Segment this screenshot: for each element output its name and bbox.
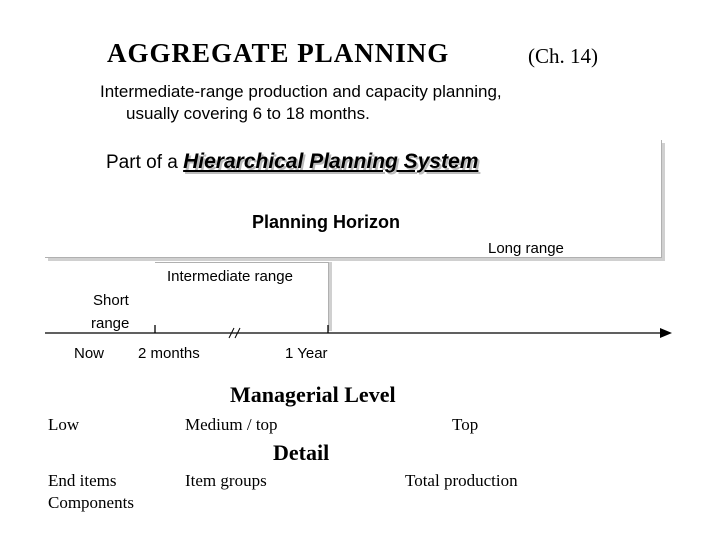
chapter-reference: (Ch. 14) [528, 44, 598, 68]
timeline-arrowhead [660, 328, 672, 338]
timeline-label-now: Now [74, 345, 105, 362]
managerial-level-low: Low [48, 415, 80, 434]
managerial-level-medium-top: Medium / top [185, 415, 278, 434]
detail-components: Components [48, 493, 134, 512]
timeline-label-2-months: 2 months [138, 345, 200, 362]
description-line-1: Intermediate-range production and capacity planning, [100, 82, 502, 101]
detail-end-items: End items [48, 471, 117, 490]
short-range-label-line-1: Short [93, 292, 129, 309]
detail-item-groups: Item groups [185, 471, 267, 490]
timeline-label-1-year: 1 Year [285, 345, 328, 362]
detail-title: Detail [273, 440, 330, 465]
hierarchical-planning-system-label: Hierarchical Planning System [183, 150, 479, 173]
slide-title: AGGREGATE PLANNING [107, 38, 450, 68]
intermediate-range-label: Intermediate range [167, 268, 293, 285]
detail-total-production: Total production [405, 471, 518, 490]
long-range-label: Long range [488, 240, 564, 257]
planning-horizon-title: Planning Horizon [252, 212, 400, 232]
description-line-2: usually covering 6 to 18 months. [126, 104, 370, 123]
short-range-label-line-2: range [91, 315, 130, 332]
managerial-level-title: Managerial Level [230, 382, 396, 407]
managerial-level-top: Top [452, 415, 479, 434]
hierarchy-prefix: Part of a [106, 152, 184, 173]
